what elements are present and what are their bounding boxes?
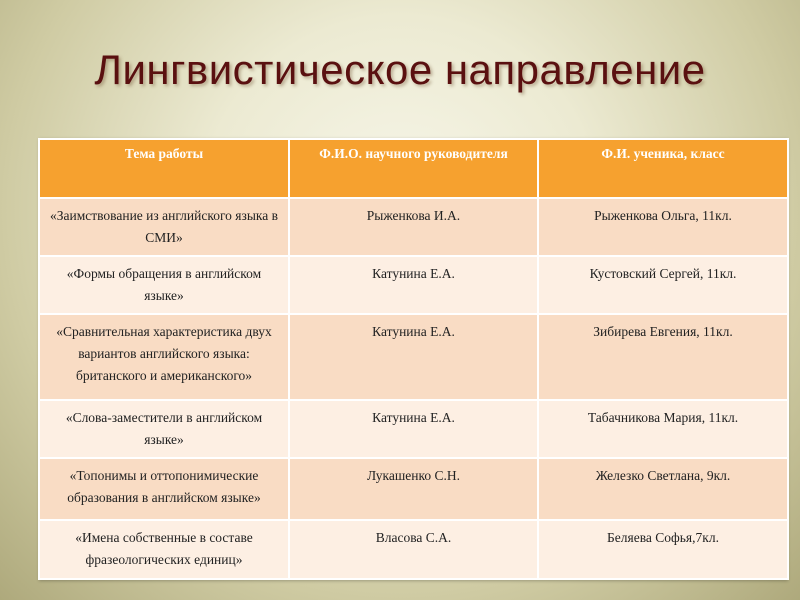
table-header-row bbox=[39, 139, 788, 198]
cell-supervisor: Катунина Е.А. bbox=[289, 256, 538, 314]
cell-student: Беляева Софья,7кл. bbox=[538, 520, 788, 579]
cell-student: Кустовский Сергей, 11кл. bbox=[538, 256, 788, 314]
cell-supervisor: Лукашенко С.Н. bbox=[289, 458, 538, 520]
table-row bbox=[39, 458, 788, 520]
header-student: Ф.И. ученика, класс bbox=[538, 139, 788, 198]
header-supervisor: Ф.И.О. научного руководителя bbox=[289, 139, 538, 198]
table-row bbox=[39, 256, 788, 314]
table-row bbox=[39, 520, 788, 579]
cell-topic: «Слова-заместители в английском языке» bbox=[39, 400, 289, 458]
cell-student: Табачникова Мария, 11кл. bbox=[538, 400, 788, 458]
cell-supervisor: Катунина Е.А. bbox=[289, 314, 538, 400]
table-row bbox=[39, 314, 788, 400]
cell-topic: «Заимствование из английского языка в СМИ» bbox=[39, 198, 289, 256]
cell-supervisor: Катунина Е.А. bbox=[289, 400, 538, 458]
cell-supervisor: Рыженкова И.А. bbox=[289, 198, 538, 256]
cell-student: Железко Светлана, 9кл. bbox=[538, 458, 788, 520]
header-topic: Тема работы bbox=[39, 139, 289, 198]
cell-topic: «Топонимы и оттопонимические образования в английском языке» bbox=[39, 458, 289, 520]
cell-supervisor: Власова С.А. bbox=[289, 520, 538, 579]
projects-table-container bbox=[38, 138, 787, 580]
table-row bbox=[39, 198, 788, 256]
cell-topic: «Имена собственные в составе фразеологических единиц» bbox=[39, 520, 289, 579]
cell-student: Зибирева Евгения, 11кл. bbox=[538, 314, 788, 400]
slide-title: Лингвистическое направление bbox=[94, 46, 706, 93]
cell-student: Рыженкова Ольга, 11кл. bbox=[538, 198, 788, 256]
cell-topic: «Сравнительная характеристика двух вариантов английского языка: британского и американского» bbox=[39, 314, 289, 400]
cell-topic: «Формы обращения в английском языке» bbox=[39, 256, 289, 314]
table-row bbox=[39, 400, 788, 458]
projects-table bbox=[38, 138, 789, 580]
